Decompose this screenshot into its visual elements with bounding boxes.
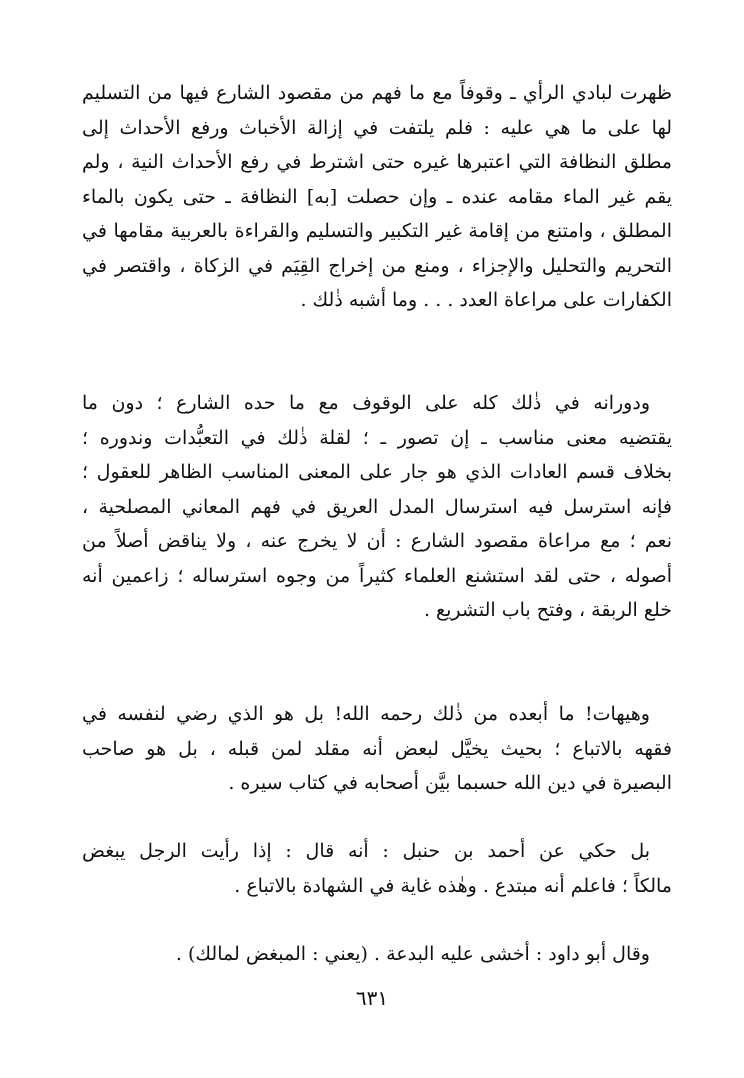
text-line: يقم غير الماء مقامه عنده ـ وإن حصلت [به] النظافة ـ حتى يكون بالماء <box>82 185 672 208</box>
text-line: خلع الربقة ، وفتح باب التشريع . <box>423 599 672 621</box>
text-line: بل حكي عن أحمد بن حنبل : أنه قال : إذا رأيت الرجل يبغض <box>82 840 650 862</box>
paragraph-2 <box>82 386 672 628</box>
text-line: مطلق النظافة التي اعتبرها غيره حتى اشترط في رفع الأحداث النية ، ولم <box>82 151 672 173</box>
text-line: وقال أبو داود : أخشى عليه البدعة . (يعني : المبغض لمالك) . <box>175 943 650 965</box>
text-line: فإنه استرسل فيه استرسال المدل العريق في فهم المعاني المصلحية ، <box>82 495 672 518</box>
text-line: أصوله ، حتى لقد استشنع العلماء كثيراً من وجوه استرساله ؛ زاعمين أنه <box>82 564 672 587</box>
paragraph-3 <box>82 697 672 801</box>
paragraph-1 <box>82 76 672 318</box>
page-number: ٦٣١ <box>355 986 389 1010</box>
text-line: يقتضيه معنى مناسب ـ إن تصور ـ ؛ لقلة ذٰلك في التعبُّدات وندوره ؛ <box>82 426 672 449</box>
text-line: ودورانه في ذٰلك كله على الوقوف مع ما حده الشارع ؛ دون ما <box>82 392 650 414</box>
text-line: المطلق ، وامتنع من إقامة غير التكبير والتسليم والقراءة بالعربية مقامها في <box>82 220 672 242</box>
text-line: مالكاً ؛ فاعلم أنه مبتدع . وهٰذه غاية في الشهادة بالاتباع . <box>234 874 672 897</box>
text-line: نعم ؛ مع مراعاة مقصود الشارع : أن لا يخرج عنه ، ولا يناقض أصلاً من <box>82 530 672 552</box>
text-line: الكفارات على مراعاة العدد . . . وما أشبه ذٰلك . <box>300 289 672 311</box>
text-line: لها على ما هي عليه : فلم يلتفت في إزالة الأخباث ورفع الأحداث إلى <box>82 116 672 139</box>
text-line: ظهرت لبادي الرأي ـ وقوفاً مع ما فهم من مقصود الشارع فيها من التسليم <box>82 82 672 104</box>
text-line: فقهه بالاتباع ؛ بحيث يخيَّل لبعض أنه مقلد لمن قبله ، بل هو صاحب <box>82 737 672 760</box>
text-line: وهيهات! ما أبعده من ذٰلك رحمه الله! بل هو الذي رضي لنفسه في <box>82 703 650 725</box>
paragraph-4 <box>82 834 672 903</box>
text-line: بخلاف قسم العادات الذي هو جار على المعنى المناسب الظاهر للعقول ؛ <box>82 461 672 483</box>
text-line: البصيرة في دين الله حسبما بيَّن أصحابه في كتاب سيره . <box>228 772 672 794</box>
paragraph-5 <box>82 937 672 972</box>
text-line: التحريم والتحليل والإجزاء ، ومنع من إخراج القِيَم في الزكاة ، واقتصر في <box>82 254 672 277</box>
